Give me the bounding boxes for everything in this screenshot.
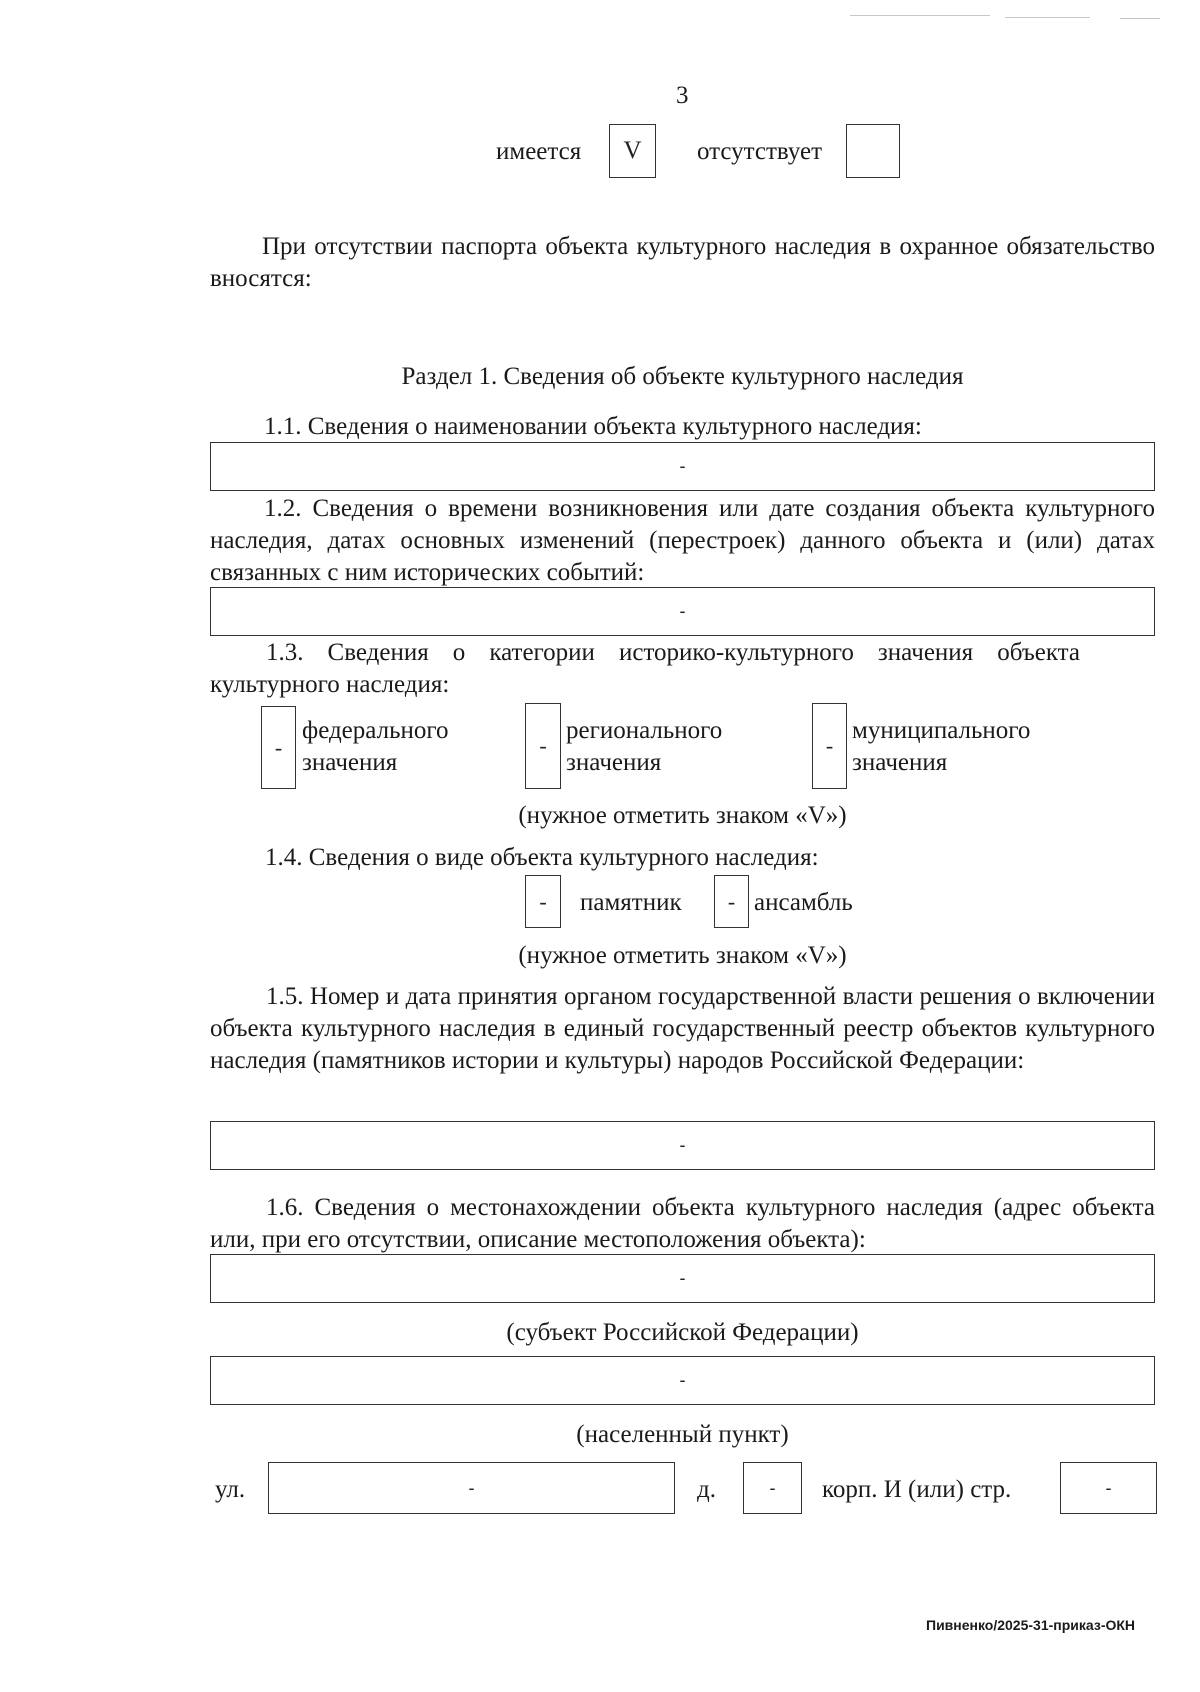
street-label: ул.	[215, 1476, 246, 1503]
field-value: -	[679, 1268, 686, 1288]
house-label: д.	[697, 1476, 716, 1503]
field-value: -	[1105, 1477, 1112, 1498]
item-1-1-text: 1.1. Сведения о наименовании объекта культурного наследия:	[264, 413, 922, 440]
item-1-4-text: 1.4. Сведения о виде объекта культурного наследия:	[265, 844, 819, 871]
field-value: -	[679, 1135, 686, 1155]
type-note: (нужное отметить знаком «V»)	[518, 942, 847, 969]
field-value: -	[679, 1370, 686, 1390]
street-field[interactable]	[268, 1462, 675, 1514]
scan-artifact	[1005, 17, 1090, 18]
field-value: -	[468, 1477, 475, 1498]
item-1-1-field[interactable]	[210, 442, 1155, 491]
ensemble-checkbox[interactable]: -	[714, 875, 749, 928]
regional-checkbox[interactable]: -	[525, 703, 561, 789]
federal-checkbox[interactable]: -	[261, 706, 296, 789]
regional-label-line2: значения	[566, 749, 662, 776]
subject-caption: (субъект Российской Федерации)	[506, 1319, 859, 1346]
passport-has-label: имеется	[496, 138, 582, 165]
item-1-5-field[interactable]	[210, 1121, 1155, 1170]
section-title: Раздел 1. Сведения об объекте культурного наследия	[401, 363, 964, 390]
federal-label-line2: значения	[302, 749, 398, 776]
municipal-checkbox[interactable]: -	[812, 703, 847, 789]
passport-absent-checkbox[interactable]	[846, 124, 900, 178]
field-value: -	[769, 1477, 776, 1498]
item-1-2-field[interactable]	[210, 587, 1155, 636]
building-label: корп. И (или) стр.	[822, 1476, 1012, 1503]
item-1-5-text: 1.5. Номер и дата принятия органом государственной власти решения о включении объекта культурного наследия в единый государственный реестр объектов культурного наследия (памятников истории и культуры) народов Российской Федерации:	[210, 983, 1155, 1074]
item-1-3-text: 1.3. Сведения о категории историко-культурного значения объекта культурного наследия:	[210, 639, 1080, 698]
intro-paragraph: При отсутствии паспорта объекта культурного наследия в охранное обязательство вносятся:	[210, 233, 1155, 292]
monument-checkbox[interactable]: -	[525, 875, 561, 928]
item-1-2-text: 1.2. Сведения о времени возникновения или дате создания объекта культурного наследия, датах основных изменений (перестроек) данного объекта и (или) датах связанных с ним исторических событий:	[210, 495, 1155, 586]
category-note: (нужное отметить знаком «V»)	[518, 802, 847, 829]
field-value: -	[679, 456, 686, 476]
passport-absent-label: отсутствует	[697, 138, 823, 165]
monument-label: памятник	[580, 889, 682, 916]
subject-field[interactable]	[210, 1254, 1155, 1303]
municipal-label-line1: муниципального	[852, 717, 1031, 744]
scan-artifact	[850, 15, 990, 16]
ensemble-label: ансамбль	[754, 889, 853, 916]
building-field[interactable]	[1060, 1462, 1157, 1514]
page-number: 3	[676, 82, 689, 109]
scan-artifact	[1120, 18, 1160, 19]
passport-has-checkbox[interactable]: V	[609, 124, 656, 178]
house-field[interactable]	[743, 1462, 802, 1514]
document-footer-code: Пивненко/2025-31-приказ-ОКН	[926, 1617, 1136, 1633]
locality-caption: (населенный пункт)	[576, 1421, 789, 1448]
federal-label-line1: федерального	[302, 717, 449, 744]
item-1-6-text: 1.6. Сведения о местонахождении объекта культурного наследия (адрес объекта или, при его отсутствии, описание местоположения объекта):	[210, 1194, 1155, 1253]
municipal-label-line2: значения	[852, 749, 948, 776]
regional-label-line1: регионального	[566, 717, 723, 744]
locality-field[interactable]	[210, 1356, 1155, 1405]
field-value: -	[679, 601, 686, 621]
